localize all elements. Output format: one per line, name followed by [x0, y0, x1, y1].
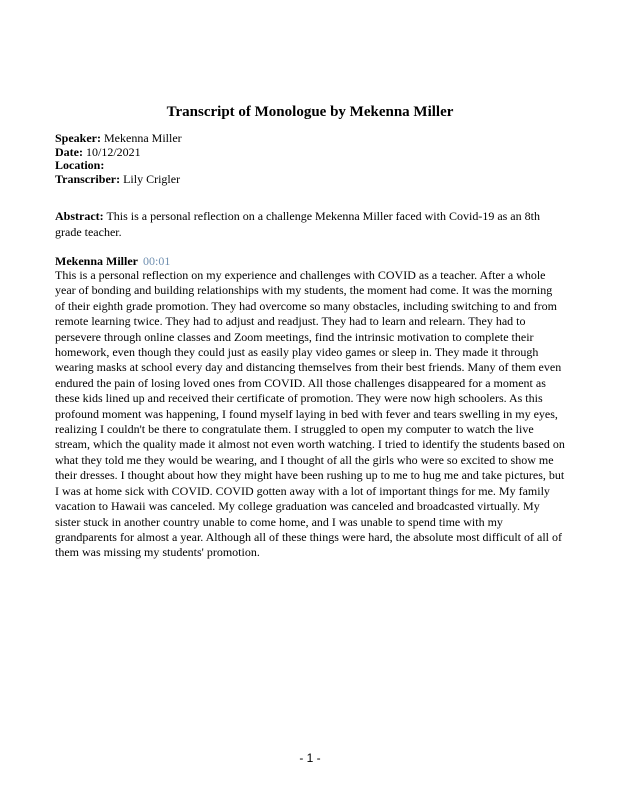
location-row	[55, 159, 565, 173]
date-label: Date:	[55, 144, 83, 159]
speaker-row	[55, 132, 565, 146]
transcript-text: This is a personal reflection on my experience and challenges with COVID as a teacher. After a whole year of bonding and building relationships with my students, the moment had come. It was the morning of their eighth grade promotion. They had overcome so many obstacles, including switching to and from remote learning twice. They had to adjust and readjust. They had to learn and relearn. They had to persevere through online classes and Zoom meetings, find the intrinsic motivation to complete their homework, even though they could just as easily play video games or sleep in. They made it through wearing masks at school every day and distancing themselves from their best friends. Many of them even endured the pain of losing loved ones from COVID. All those challenges disappeared for a moment as these kids lined up and received their certificate of promotion. They were now high schoolers. As this profound moment was happening, I found myself laying in bed with fever and tears swelling in my eyes, realizing I couldn't be there to congratulate them. I struggled to open my computer to watch the live stream, which the quality made it almost not even worth watching. I tried to identify the students based on what they told me they would be wearing, and I thought of all the girls who were so excited to show me their dresses. I thought about how they might have been rushing up to me to hug me and take pictures, but I was at home sick with COVID. COVID gotten away with a lot of important things for me. My family vacation to Hawaii was canceled. My college graduation was canceled and broadcasted virtually. My sister stuck in another country unable to come home, and I was unable to spend time with my grandparents for almost a year. Although all of these things were hard, the absolute most difficult of all of them was missing my students' promotion.	[55, 268, 565, 560]
document-page	[55, 0, 565, 800]
speaker-label: Speaker:	[55, 131, 101, 145]
transcriber-value: Lily Crigler	[120, 171, 181, 186]
speaker-value: Mekenna Miller	[101, 131, 182, 145]
page-number: - 1 -	[299, 751, 321, 765]
date-value: 10/12/2021	[82, 144, 141, 159]
document-title: Transcript of Monologue by Mekenna Miller	[166, 104, 454, 120]
metadata-block	[55, 132, 565, 186]
abstract-label: Abstract:	[55, 209, 104, 223]
segment-timestamp: 00:01	[142, 254, 171, 268]
segment-speaker: Mekenna Miller	[55, 254, 138, 268]
date-row	[55, 146, 565, 160]
abstract-paragraph	[55, 209, 555, 240]
transcriber-row	[55, 173, 565, 187]
segment-header	[55, 254, 170, 269]
transcriber-label: Transcriber:	[55, 171, 121, 186]
abstract-text: This is a personal reflection on a challenge Mekenna Miller faced with Covid-19 as an 8th grade teacher.	[55, 209, 540, 239]
location-label: Location:	[55, 158, 105, 172]
